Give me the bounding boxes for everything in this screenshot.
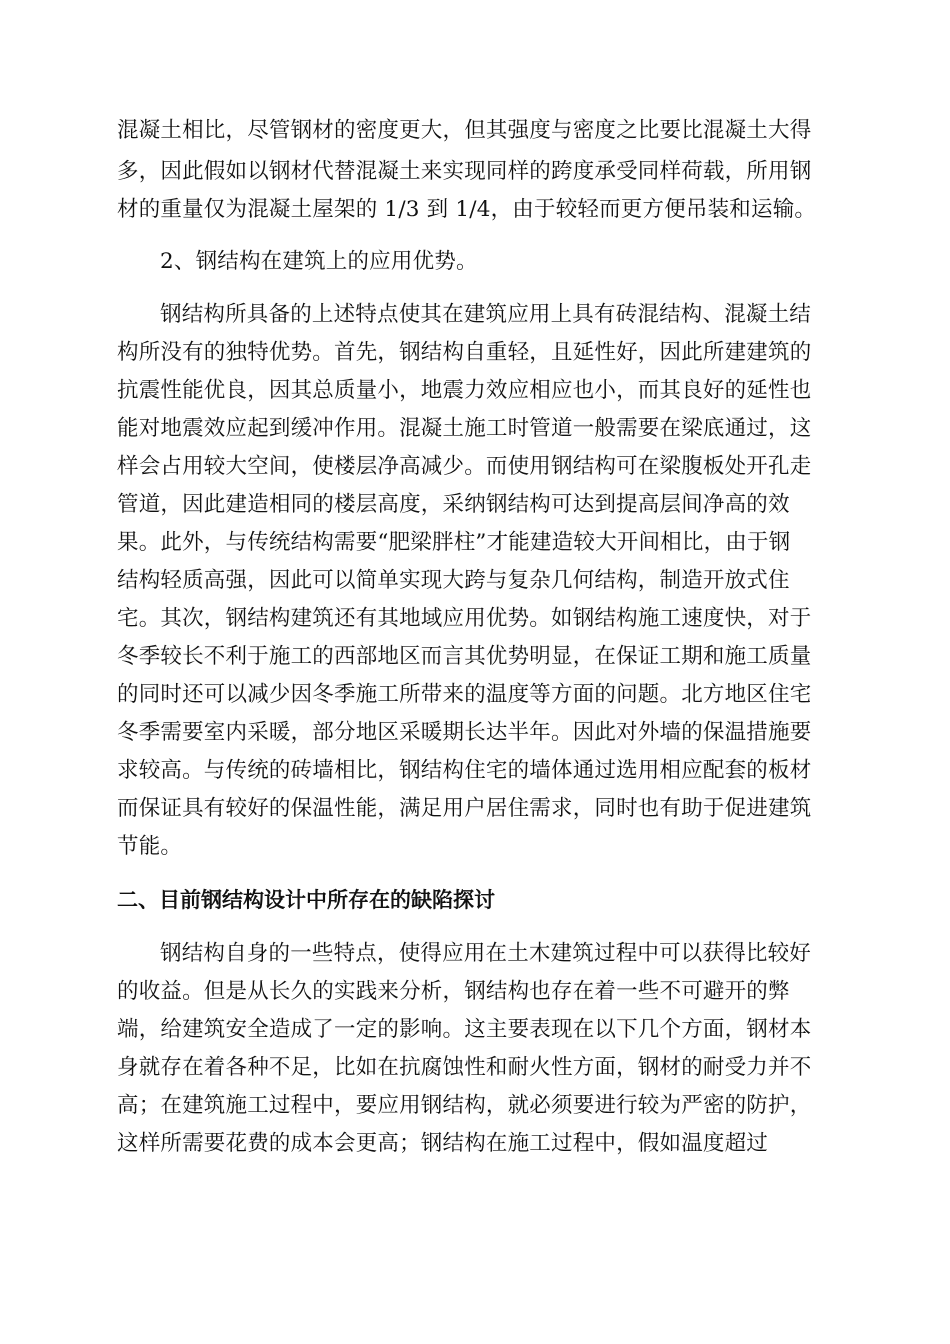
paragraph-4-line-6: 这样所需要花费的成本会更高；钢结构在施工过程中，假如温度超过 — [117, 1131, 769, 1156]
section-heading: 二、目前钢结构设计中所存在的缺陷探讨 — [117, 888, 495, 912]
paragraph-3-line-13: 求较高。与传统的砖墙相比，钢结构住宅的墙体通过选用相应配套的板材 — [117, 758, 812, 783]
paragraph-3-line-7: 果。此外，与传统结构需要“肥梁胖柱”才能建造较大开间相比，由于钢 — [117, 530, 791, 555]
paragraph-1-line-2: 多，因此假如以钢材代替混凝土来实现同样的跨度承受同样荷载，所用钢 — [117, 159, 812, 184]
paragraph-1-line-1: 混凝土相比，尽管钢材的密度更大，但其强度与密度之比要比混凝土大得 — [117, 118, 812, 143]
paragraph-3-line-14: 而保证具有较好的保温性能，满足用户居住需求，同时也有助于促进建筑 — [117, 796, 812, 821]
paragraph-3-line-8: 结构轻质高强，因此可以简单实现大跨与复杂几何结构，制造开放式住 — [117, 568, 790, 593]
paragraph-3-line-2: 构所没有的独特优势。首先，钢结构自重轻，且延性好，因此所建建筑的 — [117, 340, 812, 365]
paragraph-3-line-3: 抗震性能优良，因其总质量小，地震力效应相应也小，而其良好的延性也 — [117, 378, 812, 403]
paragraph-4-line-1: 钢结构自身的一些特点，使得应用在土木建筑过程中可以获得比较好 — [160, 941, 812, 966]
paragraph-3-line-6: 管道，因此建造相同的楼层高度，采纳钢结构可达到提高层间净高的效 — [117, 492, 790, 517]
paragraph-4-line-5: 高；在建筑施工过程中，要应用钢结构，就必须要进行较为严密的防护， — [117, 1093, 812, 1118]
paragraph-3-line-15: 节能。 — [117, 834, 183, 859]
paragraph-3-line-4: 能对地震效应起到缓冲作用。混凝土施工时管道一般需要在梁底通过，这 — [117, 416, 812, 441]
paragraph-3-line-9: 宅。其次，钢结构建筑还有其地域应用优势。如钢结构施工速度快，对于 — [117, 606, 812, 631]
paragraph-2-line-1: 2、钢结构在建筑上的应用优势。 — [160, 249, 478, 274]
paragraph-3-line-12: 冬季需要室内采暖，部分地区采暖期长达半年。因此对外墙的保温措施要 — [117, 720, 812, 745]
paragraph-3-line-11: 的同时还可以减少因冬季施工所带来的温度等方面的问题。北方地区住宅 — [117, 682, 812, 707]
paragraph-4-line-4: 身就存在着各种不足，比如在抗腐蚀性和耐火性方面，钢材的耐受力并不 — [117, 1055, 812, 1080]
paragraph-3-line-5: 样会占用较大空间，使楼层净高减少。而使用钢结构可在梁腹板处开孔走 — [117, 454, 812, 479]
paragraph-3-line-10: 冬季较长不利于施工的西部地区而言其优势明显，在保证工期和施工质量 — [117, 644, 812, 669]
paragraph-4-line-2: 的收益。但是从长久的实践来分析，钢结构也存在着一些不可避开的弊 — [117, 979, 790, 1004]
paragraph-1-line-3: 材的重量仅为混凝土屋架的 1/3 到 1/4，由于较轻而更方便吊装和运输。 — [117, 197, 817, 222]
paragraph-4-line-3: 端，给建筑安全造成了一定的影响。这主要表现在以下几个方面，钢材本 — [117, 1017, 812, 1042]
paragraph-3-line-1: 钢结构所具备的上述特点使其在建筑应用上具有砖混结构、混凝土结 — [160, 302, 812, 327]
